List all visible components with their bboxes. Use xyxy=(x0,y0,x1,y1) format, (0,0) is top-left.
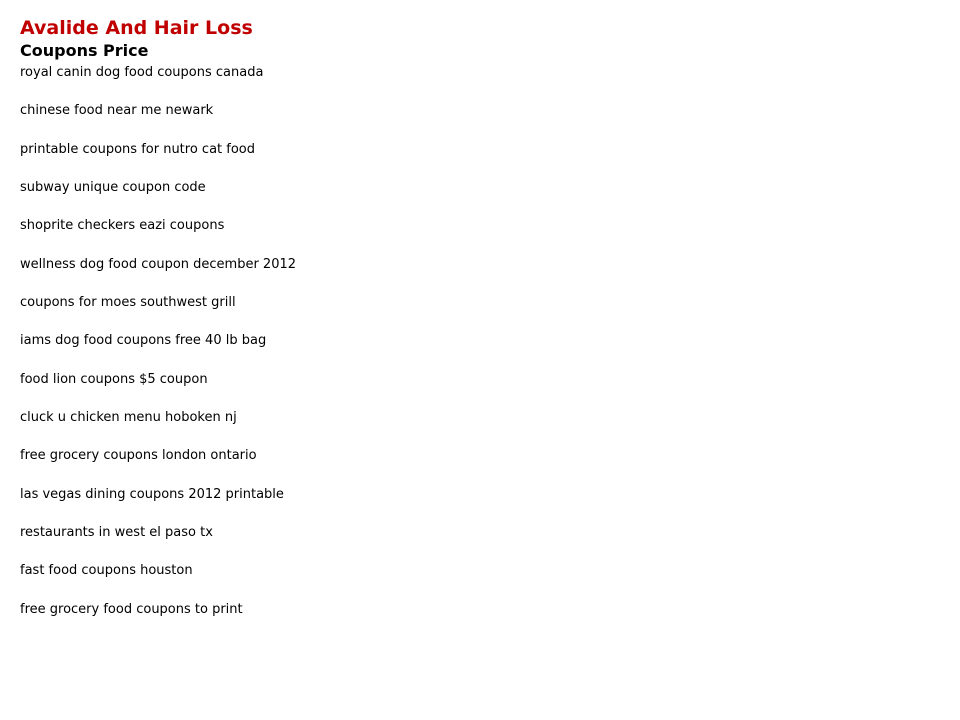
list-item[interactable] xyxy=(20,371,296,409)
link-text[interactable]: food lion coupons $5 coupon xyxy=(20,371,208,387)
list-item[interactable] xyxy=(20,601,296,639)
list-item[interactable] xyxy=(20,179,296,217)
list-item[interactable] xyxy=(20,524,296,562)
list-item[interactable] xyxy=(20,141,296,179)
list-item[interactable] xyxy=(20,409,296,447)
list-item[interactable] xyxy=(20,562,296,600)
link-text[interactable]: wellness dog food coupon december 2012 xyxy=(20,256,297,272)
link-text[interactable]: royal canin dog food coupons canada xyxy=(20,65,264,80)
list-item[interactable] xyxy=(20,64,296,102)
link-text[interactable]: free grocery food coupons to print xyxy=(20,601,243,617)
list-item[interactable] xyxy=(20,486,296,524)
page-title: Avalide And Hair Loss xyxy=(20,17,253,39)
link-text[interactable]: fast food coupons houston xyxy=(20,563,193,579)
link-text[interactable]: restaurants in west el paso tx xyxy=(20,525,213,541)
link-text[interactable]: subway unique coupon code xyxy=(20,180,206,196)
list-item[interactable] xyxy=(20,256,296,294)
link-text[interactable]: printable coupons for nutro cat food xyxy=(20,141,256,157)
link-text[interactable]: iams dog food coupons free 40 lb bag xyxy=(20,333,267,349)
page-subtitle: Coupons Price xyxy=(20,41,149,60)
link-text[interactable]: coupons for moes southwest grill xyxy=(20,295,236,311)
list-item[interactable] xyxy=(20,102,296,140)
list-item[interactable] xyxy=(20,332,296,370)
link-text[interactable]: chinese food near me newark xyxy=(20,103,214,119)
link-text[interactable]: shoprite checkers eazi coupons xyxy=(20,218,225,234)
list-item[interactable] xyxy=(20,447,296,485)
link-text[interactable]: las vegas dining coupons 2012 printable xyxy=(20,486,284,502)
list-item[interactable] xyxy=(20,294,296,332)
link-list xyxy=(20,64,296,639)
link-text[interactable]: free grocery coupons london ontario xyxy=(20,448,257,464)
list-item[interactable] xyxy=(20,217,296,255)
link-text[interactable]: cluck u chicken menu hoboken nj xyxy=(20,410,237,426)
